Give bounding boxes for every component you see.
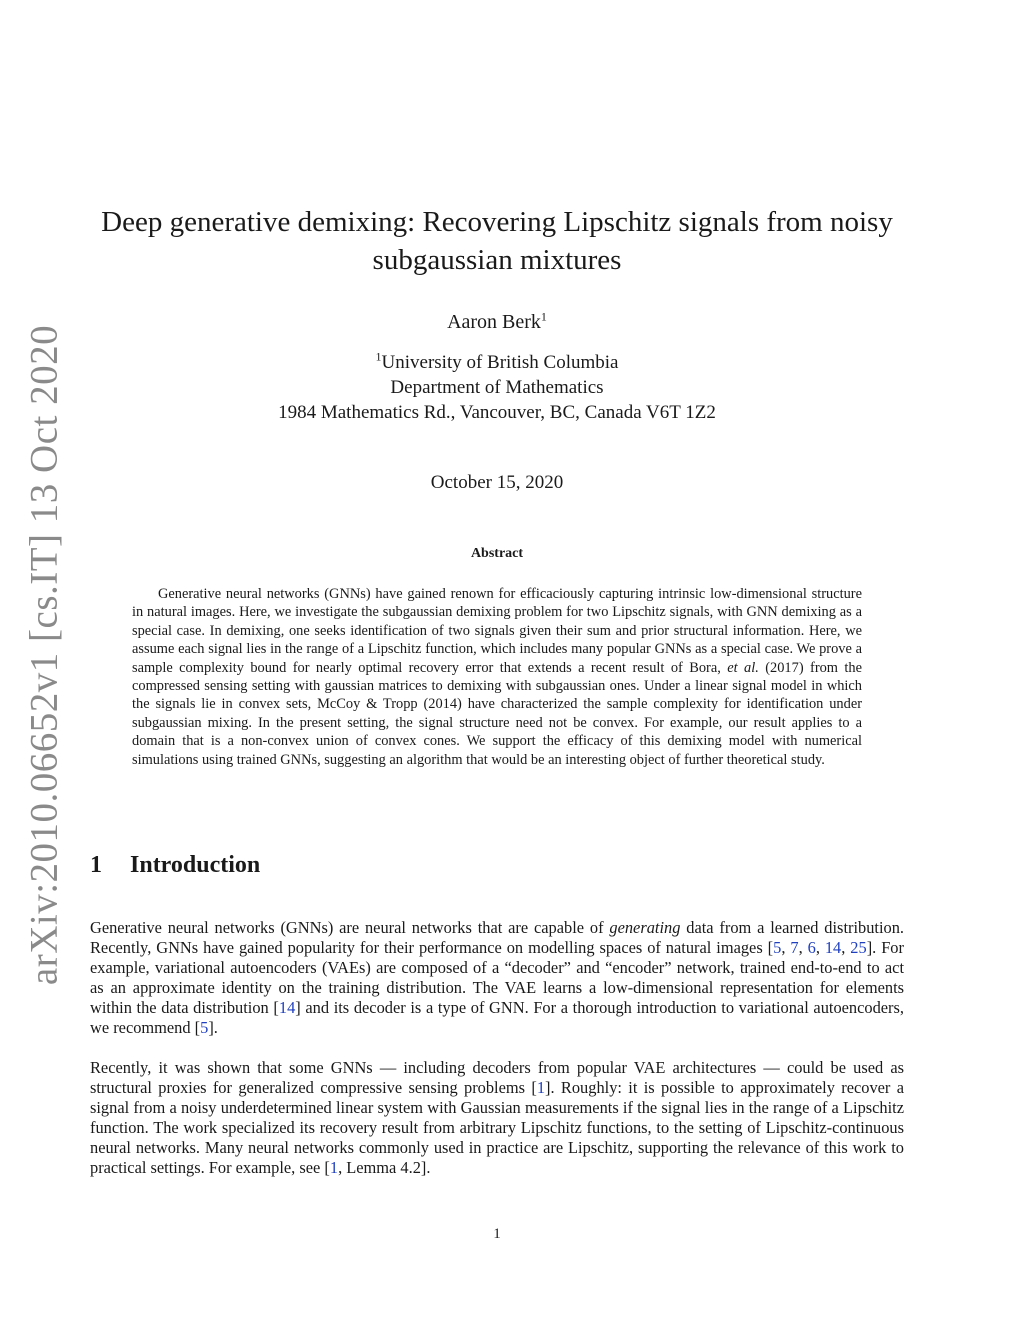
- abstract-text-part-1: Generative neural networks (GNNs) have gained renown for efficaciously capturing intrinsic low-dimensional structure in natural images. Here, we investigate the subgaussian demixing problem for two Lipschitz signals, with GNN demixing as a special case. In demixing, one seeks identification of two signals given their sum and prior structural information. Here, we assume each signal lies in the range of a Lipschitz function, which includes many popular GNNs as a special case. We prove a sample complexity bound for nearly optimal recovery error that extends a recent result of Bora,: [132, 586, 862, 676]
- affiliation-block: [90, 350, 904, 425]
- para2-text-1: Recently, it was shown that some GNNs — including decoders from popular VAE architectures — could be used as structural proxies for generalized compressive sensing problems [: [90, 1058, 904, 1097]
- arxiv-identifier-stamp: arXiv:2010.06652v1 [cs.IT] 13 Oct 2020: [22, 324, 66, 986]
- para1-italic-generating: generating: [609, 918, 681, 937]
- abstract-italic-etal: et al.: [727, 659, 759, 676]
- para2-text-3: , Lemma 4.2].: [338, 1158, 431, 1177]
- citation-separator: ,: [798, 938, 808, 957]
- citation-link[interactable]: 25: [850, 938, 867, 957]
- citation-link[interactable]: 14: [824, 938, 842, 957]
- author: [90, 311, 904, 334]
- citation-separator: ,: [815, 938, 825, 957]
- citation-link[interactable]: 1: [329, 1158, 339, 1177]
- citation-link[interactable]: 14: [278, 998, 296, 1017]
- paper-title: [90, 203, 904, 279]
- abstract-heading: Abstract: [470, 546, 524, 561]
- affiliation-department: Department of Mathematics: [390, 377, 604, 398]
- para1-text-4: ] and its decoder is a type of GNN. For a thorough introduction to variational autoencoders, we recommend [: [90, 998, 904, 1037]
- intro-paragraph-1: [90, 918, 904, 1038]
- para2-text-2: ]. Roughly: it is possible to approximately recover a signal from a noisy underdetermined linear system with Gaussian measurements if the signal lies in the range of a Lipschitz function. The work specialized its recovery result from arbitrary Lipschitz functions, to the setting of Lipschitz-continuous neural networks. Many neural networks commonly used in practice are Lipschitz, supporting the relevance of this work to practical settings. For example, see [: [90, 1078, 904, 1177]
- para1-text-1: Generative neural networks (GNNs) are neural networks that are capable of: [90, 918, 604, 937]
- para1-text-2: data from a learned distribution. Recently, GNNs have gained popularity for their performance on modelling spaces of natural images [: [90, 918, 904, 957]
- citation-link[interactable]: 7: [790, 938, 799, 957]
- title-line-1: Deep generative demixing: Recovering Lipschitz signals from noisy: [101, 206, 893, 238]
- affiliation-line-1: [90, 350, 904, 375]
- page-number: 1: [493, 1226, 501, 1242]
- citation-separator: ,: [781, 938, 791, 957]
- author-affiliation-marker: 1: [540, 309, 547, 324]
- citation-separator: ,: [841, 938, 851, 957]
- section-title: Introduction: [130, 852, 261, 878]
- citation-link[interactable]: 5: [773, 938, 782, 957]
- para1-text-3: ]. For example, variational autoencoders (VAEs) are composed of a “decoder” and “encoder” network, trained end-to-end to act as an approximate identity on the training distribution. The VAE learns a low-dimensional representation for elements within the data distribution [: [90, 938, 904, 1017]
- affiliation-address: 1984 Mathematics Rd., Vancouver, BC, Canada V6T 1Z2: [278, 402, 716, 423]
- citation-link[interactable]: 6: [807, 938, 816, 957]
- affiliation-marker: 1: [375, 349, 382, 364]
- section-number: 1: [90, 852, 102, 878]
- intro-paragraph-2: [90, 1058, 904, 1178]
- abstract-text: [132, 585, 862, 769]
- citation-link[interactable]: 5: [200, 1018, 209, 1037]
- author-name: Aaron Berk: [447, 311, 541, 333]
- abstract-text-part-2: (2017) from the compressed sensing setting with gaussian matrices to demixing with subgaussian ones. Under a linear signal model in which the signals lie in convex sets, McCoy & Tropp (2014) have characterized the sample complexity for identification under subgaussian mixing. In the present setting, the signal structure need not be convex. For example, our result applies to a domain that is a non-convex union of convex cones. We support the efficacy of this demixing model with numerical simulations using trained GNNs, suggesting an algorithm that would be an interesting object of further theoretical study.: [132, 659, 862, 768]
- title-line-2: subgaussian mixtures: [372, 244, 622, 276]
- citation-link[interactable]: 1: [536, 1078, 546, 1097]
- affiliation-university: University of British Columbia: [381, 352, 619, 373]
- paper-date: October 15, 2020: [430, 472, 564, 493]
- section-heading-introduction: [90, 852, 260, 879]
- para1-text-5: ].: [208, 1018, 218, 1037]
